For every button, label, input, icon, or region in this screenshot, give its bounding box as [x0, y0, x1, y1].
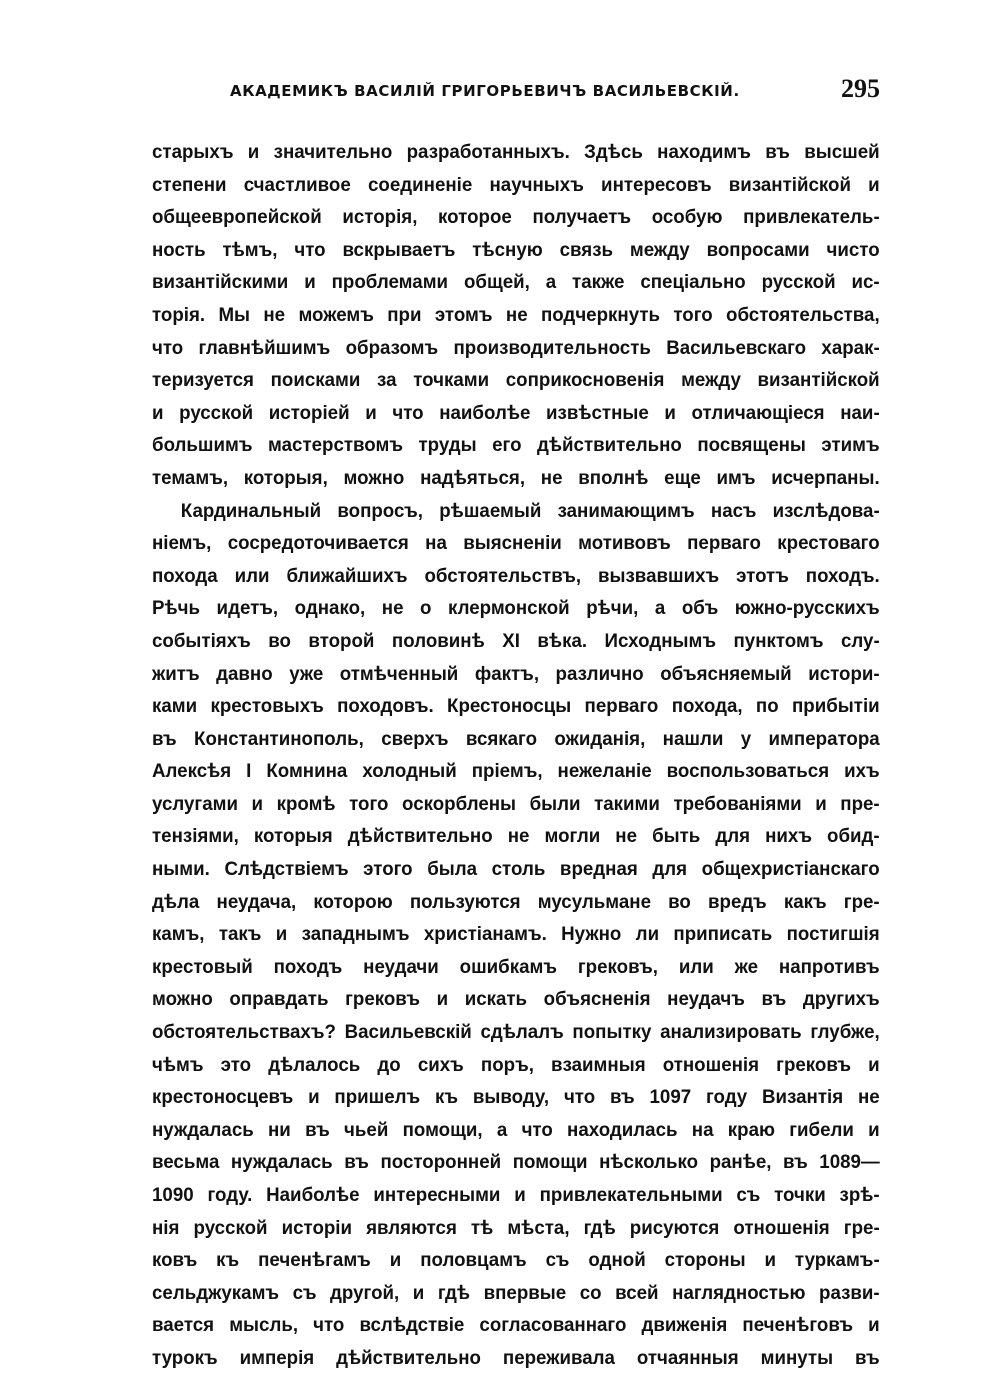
text-line: нія русской исторіи являются тѣ мѣста, гдѣ рисуются отношенія гре-: [152, 1216, 880, 1239]
text-line: обстоятельствахъ? Васильевскій сдѣлалъ попытку анализировать глубже,: [152, 1021, 880, 1044]
text-line: что главнѣйшимъ образомъ производительность Васильевскаго харак-: [152, 336, 880, 359]
text-line: похода или ближайшихъ обстоятельствъ, вызвавшихъ этотъ походъ.: [152, 564, 880, 587]
text-line: турокъ имперія дѣйствительно переживала отчаянныя минуты въ: [152, 1346, 880, 1369]
text-line: 1090 году. Наиболѣе интересными и привлекательными съ точки зрѣ-: [152, 1184, 880, 1206]
text-line: византійскими и проблемами общей, а также спеціально русской ис-: [152, 271, 880, 294]
text-line: услугами и кромѣ того оскорблены были такими требованіями и пре-: [152, 792, 880, 815]
text-line: чѣмъ это дѣлалось до сихъ поръ, взаимныя отношенія грековъ и: [152, 1053, 880, 1076]
paragraph-2: [152, 495, 880, 1375]
text-line: большимъ мастерствомъ труды его дѣйствительно посвящены этимъ: [152, 434, 880, 457]
text-line: ковъ къ печенѣгамъ и половцамъ съ одной стороны и туркамъ-: [152, 1249, 880, 1272]
text-line: тензіями, которыя дѣйствительно не могли не быть для нихъ обид-: [152, 825, 880, 848]
text-line: степени счастливое соединеніе научныхъ интересовъ византійской и: [152, 173, 880, 196]
running-header: [152, 74, 880, 114]
text-line: и русской исторіей и что наиболѣе извѣстные и отличающіеся наи-: [152, 401, 880, 424]
page-number: 295: [841, 74, 880, 103]
text-line: можно оправдать грековъ и искать объясненія неудачъ въ другихъ: [152, 988, 880, 1011]
text-line: Рѣчь идетъ, однако, не о клермонской рѣчи, а объ южно-русскихъ: [152, 597, 880, 620]
text-line: вается мысль, что вслѣдствіе согласованнаго движенія печенѣговъ и: [152, 1314, 880, 1337]
text-line: темамъ, которыя, можно надѣяться, не вполнѣ еще имъ исчерпаны.: [152, 466, 880, 489]
text-line: теризуется поисками за точками соприкосновенія между византійской: [152, 369, 880, 392]
text-line: старыхъ и значительно разработанныхъ. Здѣсь находимъ въ высшей: [152, 141, 880, 163]
body-text: [152, 136, 880, 1375]
text-line: ніемъ, сосредоточивается на выясненіи мотивовъ перваго крестоваго: [152, 532, 880, 555]
text-line: весьма нуждалась въ посторонней помощи нѣсколько ранѣе, въ 1089—: [152, 1151, 880, 1174]
paragraph-1: [152, 136, 880, 495]
text-line: ность тѣмъ, что вскрываетъ тѣсную связь между вопросами чисто: [152, 238, 880, 261]
text-line: сельджукамъ съ другой, и гдѣ впервые со всей наглядностью разви-: [152, 1281, 880, 1304]
document-page: [152, 74, 880, 1375]
text-line: событіяхъ во второй половинѣ XI вѣка. Исходнымъ пунктомъ слу-: [152, 629, 880, 652]
text-line: ными. Слѣдствіемъ этого была столь вредная для общехристіанскаго: [152, 858, 880, 881]
text-line: въ Константинополь, сверхъ всякаго ожиданія, нашли у императора: [152, 727, 880, 750]
text-line: нуждалась ни въ чьей помощи, а что находилась на краю гибели и: [152, 1118, 880, 1141]
text-line: Алексѣя I Комнина холодный пріемъ, нежеланіе воспользоваться ихъ: [152, 760, 880, 783]
text-line: крестоносцевъ и пришелъ къ выводу, что въ 1097 году Византія не: [152, 1086, 880, 1109]
text-line: житъ давно уже отмѣченный фактъ, различно объясняемый истори-: [152, 662, 880, 685]
text-line: общеевропейской исторія, которое получаетъ особую привлекатель-: [152, 206, 880, 229]
text-line: торія. Мы не можемъ при этомъ не подчеркнуть того обстоятельства,: [152, 303, 880, 326]
text-line: ками крестовыхъ походовъ. Крестоносцы перваго похода, по прибытіи: [152, 695, 880, 718]
text-line: крестовый походъ неудачи ошибкамъ грековъ, или же напротивъ: [152, 955, 880, 978]
text-line: дѣла неудача, которою пользуются мусульмане во вредъ какъ гре-: [152, 890, 880, 913]
text-line: камъ, такъ и западнымъ христіанамъ. Нужно ли приписать постигшія: [152, 923, 880, 946]
text-line: Кардинальный вопросъ, рѣшаемый занимающимъ насъ изслѣдова-: [180, 499, 880, 522]
running-title: АКАДЕМИКЪ ВАСИЛІЙ ГРИГОРЬЕВИЧЪ ВАСИЛЬЕВСКІЙ.: [230, 82, 740, 100]
